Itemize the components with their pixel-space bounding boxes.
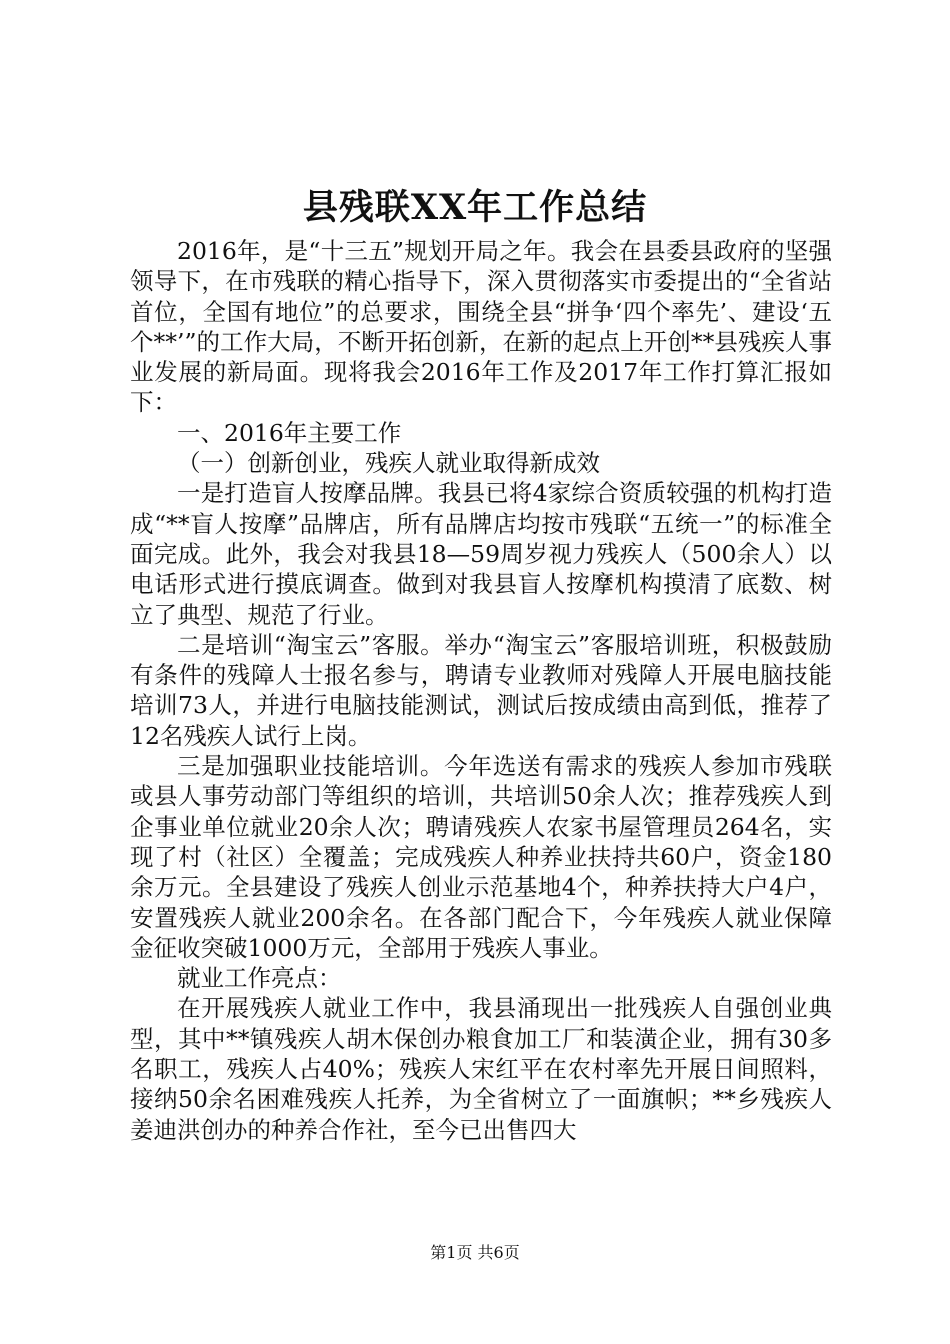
paragraph-intro: 2016年，是“十三五”规划开局之年。我会在县委县政府的坚强领导下，在市残联的精心指导下，深入贯彻落实市委提出的“全省站首位，全国有地位”的总要求，围绕全县“拼争‘四个率先’、建设‘五个**’”的工作大局，不断开拓创新，在新的起点上开创**县残疾人事业发展的新局面。现将我会2016年工作及2017年工作打算汇报如下： <box>130 237 832 417</box>
paragraph-taobao-training: 二是培训“淘宝云”客服。举办“淘宝云”客服培训班，积极鼓励有条件的残障人士报名参与，聘请专业教师对残障人开展电脑技能培训73人，并进行电脑技能测试，测试后按成绩由高到低，推荐了12名残疾人试行上岗。 <box>130 630 832 750</box>
subsection-heading: （一）创新创业，残疾人就业取得新成效 <box>177 449 600 478</box>
highlights-heading: 就业工作亮点： <box>177 964 342 993</box>
page-footer: 第1页 共6页 <box>430 1243 520 1262</box>
section-heading: 一、2016年主要工作 <box>177 418 402 447</box>
paragraph-massage-brand: 一是打造盲人按摩品牌。我县已将4家综合资质较强的机构打造成“**盲人按摩”品牌店，所有品牌店均按市残联“五统一”的标准全面完成。此外，我会对我县18—59周岁视力残疾人（500余人）以电话形式进行摸底调查。做到对我县盲人按摩机构摸清了底数、树立了典型、规范了行业。 <box>130 479 832 629</box>
document-body <box>130 236 832 1145</box>
paragraph-vocational-training: 三是加强职业技能培训。今年选送有需求的残疾人参加市残联或县人事劳动部门等组织的培训，共培训50余人次；推荐残疾人到企事业单位就业20余人次；聘请残疾人农家书屋管理员264名，实现了村（社区）全覆盖；完成残疾人种养业扶持共60户，资金180余万元。全县建设了残疾人创业示范基地4个，种养扶持大户4户，安置残疾人就业200余名。在各部门配合下，今年残疾人就业保障金征收突破1000万元，全部用于残疾人事业。 <box>130 752 832 962</box>
paragraph-highlights: 在开展残疾人就业工作中，我县涌现出一批残疾人自强创业典型，其中**镇残疾人胡木保创办粮食加工厂和装潢企业，拥有30多名职工，残疾人占40%；残疾人宋红平在农村率先开展日间照料，接纳50余名困难残疾人托养，为全省树立了一面旗帜；**乡残疾人姜迪洪创办的种养合作社，至今已出售四大 <box>130 994 832 1144</box>
document-title: 县残联XX年工作总结 <box>302 187 648 228</box>
